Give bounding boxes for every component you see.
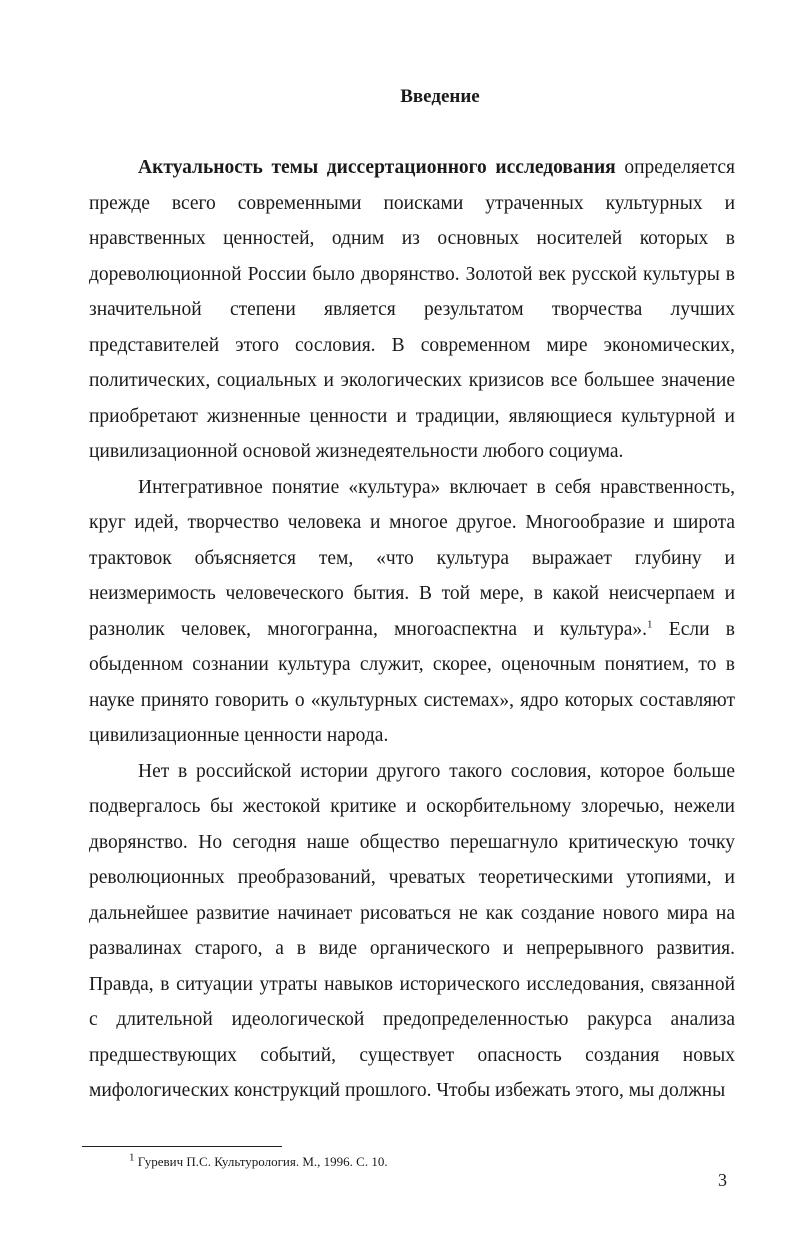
footnote-marker: 1 <box>129 1151 135 1164</box>
footnote <box>129 1151 388 1170</box>
paragraph-text: определяется прежде всего современными поисками утраченных культурных и нравственных ценностей, одним из основных носителей которых в дореволюционной России было дворянство. Золотой век русской культуры в значительной степени является результатом творчества лучших представителей этого сословия. В современном мире экономических, политических, социальных и экологических кризисов все большее значение приобретают жизненные ценности и традиции, являющиеся культурной и цивилизационной основой жизнедеятельности любого социума. <box>89 157 735 462</box>
page-title: Введение <box>400 86 480 107</box>
paragraph-text: Нет в российской истории другого такого сословия, которое больше подвергалось бы жестокой критике и оскорбительному злоречью, нежели дворянство. Но сегодня наше общество перешагнуло критическую точку революционных преобразований, чреватых теоретическими утопиями, и дальнейшее развитие начинает рисоваться не как создание нового мира на развалинах старого, а в виде органического и непрерывного развития. Правда, в ситуации утраты навыков исторического исследования, связанной с длительной идеологической предопределенностью ракурса анализа предшествующих событий, существует опасность создания новых мифологических конструкций прошлого. Чтобы избежать этого, мы должны <box>89 760 735 1101</box>
paragraph-culture-concept <box>89 470 735 754</box>
paragraph-relevance <box>89 150 735 470</box>
paragraph-lead-bold: Актуальность темы диссертационного исследования <box>138 157 616 178</box>
paragraph-nobility <box>89 754 735 1109</box>
body-text <box>89 150 735 1109</box>
footnote-separator <box>82 1146 282 1147</box>
paragraph-text: Интегративное понятие «культура» включает в себя нравственность, круг идей, творчество человека и многое другое. Многообразие и широта трактовок объясняется тем, «что культура выражает глубину и неизмеримость человеческого бытия. В той мере, в какой неисчерпаем и разнолик человек, многогранна, многоаспектна и культура». <box>89 476 735 640</box>
page-number: 3 <box>718 1170 727 1190</box>
footnote-reference[interactable]: 1 <box>647 618 653 630</box>
paragraph-text: Если в обыденном сознании культура служит, скорее, оценочным понятием, то в науке принято говорить о «культурных системах», ядро которых составляют цивилизационные ценности народа. <box>89 618 735 746</box>
footnote-text: Гуревич П.С. Культурология. М., 1996. С. 10. <box>134 1154 388 1169</box>
